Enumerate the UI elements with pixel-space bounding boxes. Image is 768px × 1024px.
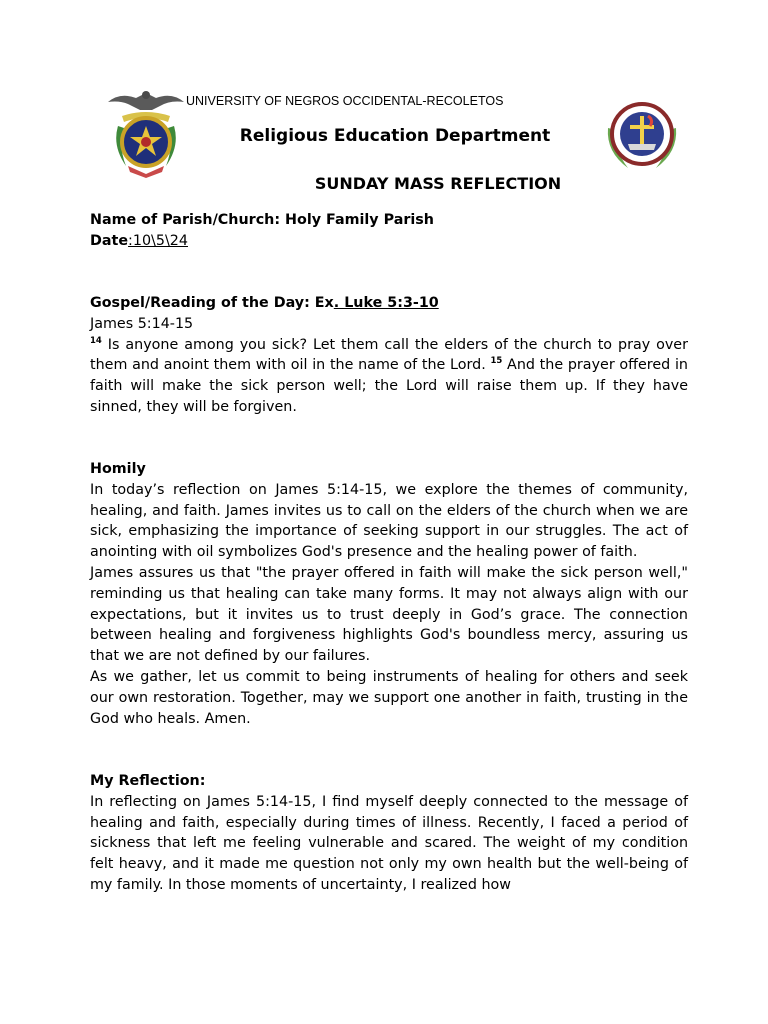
gospel-label: Gospel/Reading of the Day: Ex	[90, 295, 334, 311]
homily-paragraph-2: James assures us that "the prayer offered in faith will make the sick person well," reminding us that healing can take many forms. It may not always align with our expectations, but it invites us to trust deeply in God’s grace. The connection between healing and forgiveness highlights God's boundless mercy, assuring us that we are not defined by our failures.	[90, 564, 688, 665]
reflection-paragraph-1: In reflecting on James 5:14-15, I find myself deeply connected to the message of healing and faith, especially during times of illness. Recently, I faced a period of sickness that left me feeling vulnerable and scared. The weight of my condition felt heavy, and it made me question not only my own health but the well-being of my family. In those moments of uncertainty, I realized how	[90, 793, 688, 893]
parish-line: Name of Parish/Church: Holy Family Parish	[90, 212, 434, 228]
homily-paragraph-1: In today’s reflection on James 5:14-15, we explore the themes of community, healing, and faith. James invites us to call on the elders of the church when we are sick, emphasizing the importance of seeking support in our struggles. The act of anointing with oil symbolizes God's presence and the healing power of faith.	[90, 481, 688, 561]
verse-14-number: 14	[90, 335, 102, 346]
homily-section	[90, 459, 688, 729]
verse-14-text: Is anyone among you sick? Let them call the elders of the church to pray over them and anoint them with oil in the name of the Lord.	[90, 336, 688, 374]
gospel-verses	[90, 335, 688, 418]
homily-heading: Homily	[90, 461, 146, 477]
page-title: SUNDAY MASS REFLECTION	[314, 174, 562, 193]
date-line	[90, 231, 688, 252]
gospel-reference: James 5:14-15	[90, 315, 194, 332]
department-name: Religious Education Department	[239, 126, 551, 146]
verse-15-number: 15	[490, 356, 503, 367]
homily-paragraph-3: As we gather, let us commit to being instruments of healing for others and seek our own restoration. Together, may we support one another in faith, trusting in the God who heals. Amen.	[90, 668, 688, 727]
date-label: Date	[90, 232, 129, 249]
verse-15-text: And the prayer offered in faith will make the sick person well; the Lord will raise them up. If they have sinned, they will be forgiven.	[90, 357, 688, 415]
date-value: :10\5\24	[128, 232, 188, 249]
info-block	[90, 210, 688, 252]
reflection-section	[90, 771, 688, 896]
gospel-heading	[90, 293, 688, 314]
gospel-example: . Luke 5:3-10	[333, 295, 439, 311]
university-name: UNIVERSITY OF NEGROS OCCIDENTAL-RECOLETOS	[186, 94, 504, 108]
department-seal-icon	[602, 98, 682, 172]
reflection-heading: My Reflection:	[90, 773, 206, 789]
gospel-block	[90, 293, 688, 418]
